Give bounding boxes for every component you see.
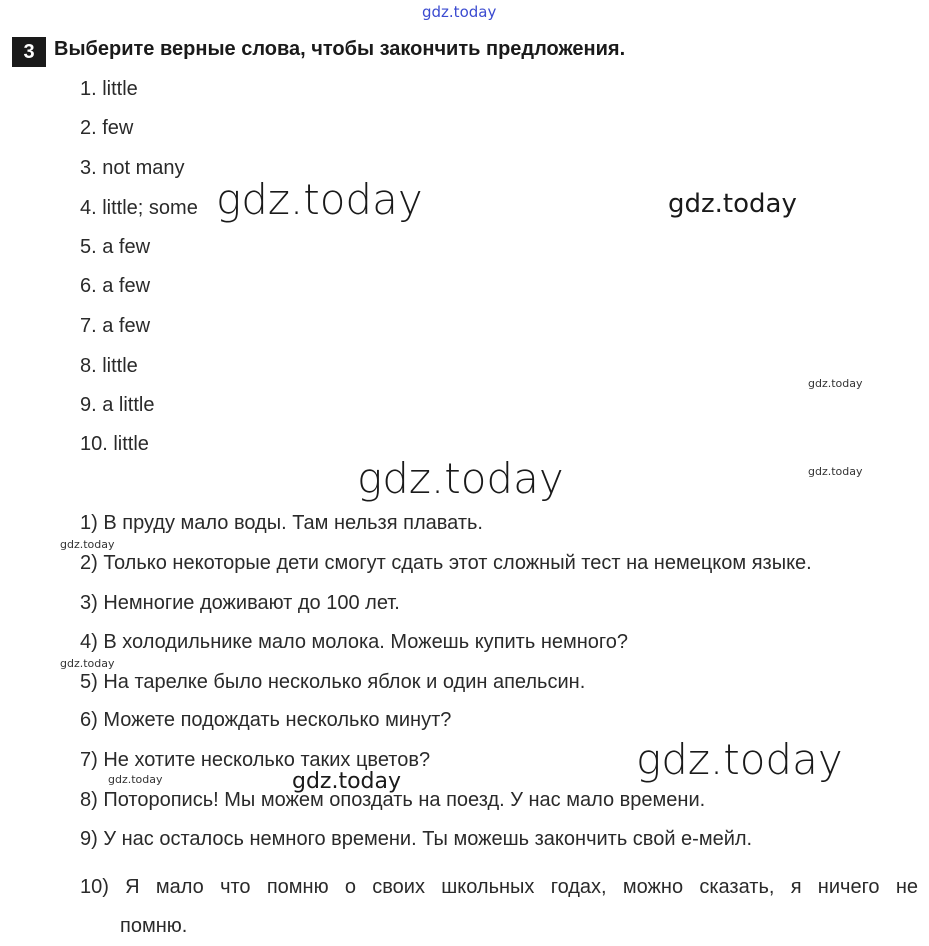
watermark-small: gdz.today bbox=[60, 657, 115, 670]
translation-item: 1) В пруду мало воды. Там нельзя плавать. bbox=[80, 512, 483, 534]
translation-item: 7) Не хотите несколько таких цветов? bbox=[80, 749, 431, 771]
translation-item-line: помню. bbox=[120, 915, 188, 937]
answer-item: 3. not many bbox=[80, 157, 185, 179]
translation-item-line: 10) Я мало что помню о своих школьных годах, можно сказать, я ничего не bbox=[80, 876, 918, 898]
watermark-large: gdz.today bbox=[636, 735, 843, 784]
translation-item: 2) Только некоторые дети смогут сдать этот сложный тест на немецком языке. bbox=[80, 552, 812, 574]
answer-item: 1. little bbox=[80, 78, 138, 100]
translation-item: 8) Поторопись! Мы можем опоздать на поезд. У нас мало времени. bbox=[80, 789, 706, 811]
watermark-medium: gdz.today bbox=[292, 769, 402, 794]
watermark-top: gdz.today bbox=[422, 3, 497, 21]
translation-item: 9) У нас осталось немного времени. Ты можешь закончить свой е-мейл. bbox=[80, 828, 753, 850]
answer-item: 5. a few bbox=[80, 236, 151, 258]
watermark-small: gdz.today bbox=[808, 377, 863, 390]
watermark-large: gdz.today bbox=[357, 454, 564, 503]
translation-item: 6) Можете подождать несколько минут? bbox=[80, 709, 452, 731]
translation-item: 4) В холодильнике мало молока. Можешь купить немного? bbox=[80, 631, 629, 653]
exercise-instruction: Выберите верные слова, чтобы закончить предложения. bbox=[54, 38, 626, 60]
answer-item: 8. little bbox=[80, 355, 138, 377]
answer-item: 4. little; some bbox=[80, 197, 198, 219]
watermark-small: gdz.today bbox=[60, 538, 115, 551]
answer-item: 9. a little bbox=[80, 394, 155, 416]
watermark-large: gdz.today bbox=[216, 175, 423, 224]
exercise-number-badge: 3 bbox=[12, 37, 46, 67]
answer-item: 6. a few bbox=[80, 275, 151, 297]
translation-item bbox=[80, 868, 918, 946]
answer-item: 10. little bbox=[80, 433, 149, 455]
watermark-medium: gdz.today bbox=[668, 189, 797, 219]
translation-item: 5) На тарелке было несколько яблок и один апельсин. bbox=[80, 671, 586, 693]
answer-item: 7. a few bbox=[80, 315, 151, 337]
watermark-small: gdz.today bbox=[808, 465, 863, 478]
answer-item: 2. few bbox=[80, 117, 134, 139]
translation-item: 3) Немногие доживают до 100 лет. bbox=[80, 592, 400, 614]
watermark-small: gdz.today bbox=[108, 773, 163, 786]
